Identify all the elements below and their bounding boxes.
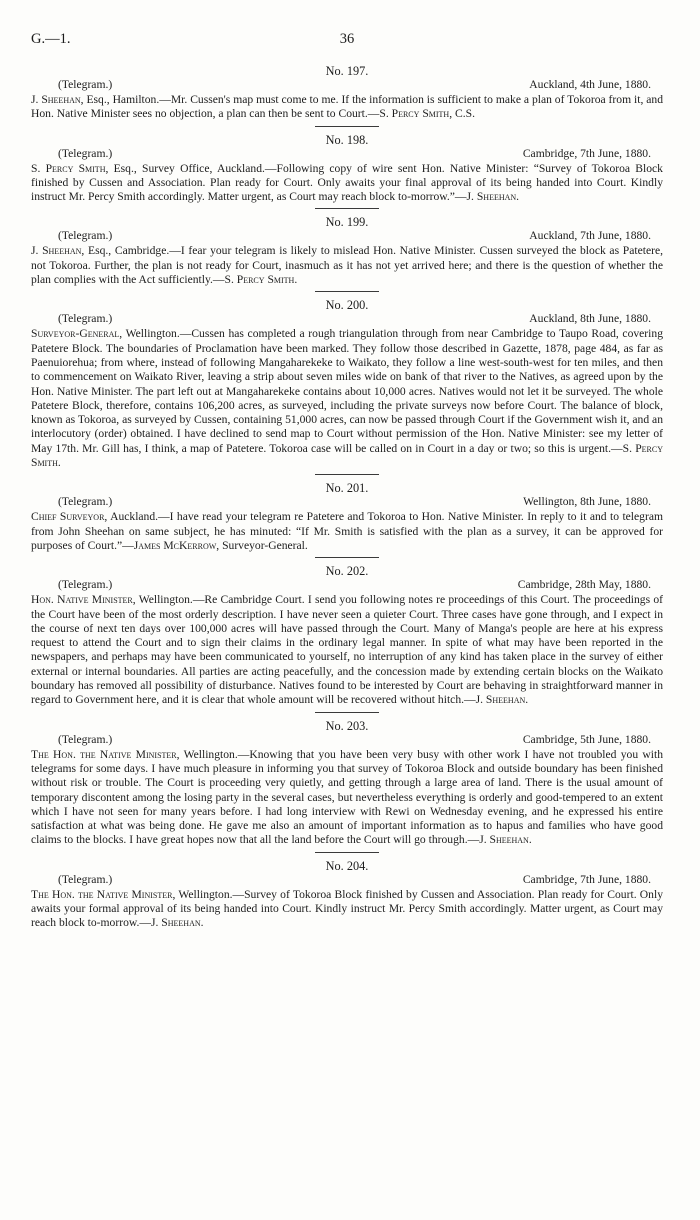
entry-place-date: Auckland, 4th June, 1880. <box>529 78 651 91</box>
entry-body <box>31 162 663 205</box>
telegram-entry <box>31 215 663 287</box>
entry-signature-tail: . <box>528 833 532 847</box>
entry-type: (Telegram.) <box>58 312 113 326</box>
entry-separator <box>315 852 379 853</box>
entry-addressee: J. Sheehan <box>31 93 81 106</box>
entry-meta <box>31 873 663 888</box>
entry-separator <box>315 557 379 558</box>
entry-signature: S. Percy Smith <box>379 107 450 121</box>
entry-type: (Telegram.) <box>58 732 113 746</box>
entry-signature-tail: . <box>200 916 204 930</box>
entry-number: No. 203. <box>325 718 369 733</box>
entry-signature: J. Sheehan <box>475 693 526 707</box>
entry-signature: J. Sheehan <box>466 190 517 204</box>
entry-separator <box>315 474 379 475</box>
entry-place-date: Cambridge, 7th June, 1880. <box>522 872 651 886</box>
entry-text: , Esq., Hamilton.—Mr. Cussen's map must come to me. If the information is sufficient to make a plan of Tokoroa from it, and Hon. Native Minister sees no objection, a plan can then be sent to Court.— <box>31 93 663 121</box>
entry-text: , Esq., Survey Office, Auckland.—Following copy of wire sent Hon. Native Minister: “Survey of Tokoroa Block finished by Cussen and Association. Plan ready for Court. Only awaits your final approval of its being handed into Court. Kindly instruct Mr. Percy Smith accordingly. Matter urgent, as Court may reach block to-morrow.”— <box>31 161 663 204</box>
entry-addressee: S. Percy Smith <box>31 161 106 175</box>
entry-text: , Esq., Cambridge.—I fear your telegram is likely to mislead Hon. Native Minister. Cussen surveyed the block as Patetere, not Tokoroa. Further, the plan is not ready for Court, inasmuch as it has not yet arrived here; and there is the question of whether the plan complies with the Act sufficiently.— <box>31 244 664 287</box>
entry-meta <box>31 495 663 510</box>
entry-number: No. 197. <box>325 64 369 78</box>
entry-number: No. 201. <box>325 481 369 496</box>
entry-addressee: The Hon. the Native Minister <box>31 887 173 901</box>
entry-signature-tail: . <box>57 456 61 470</box>
entry-separator <box>315 712 379 713</box>
entry-number: No. 199. <box>325 215 369 230</box>
entry-signature-tail: , C.S. <box>449 107 475 121</box>
entry-signature-tail: , Surveyor-General. <box>216 538 308 552</box>
entry-type: (Telegram.) <box>58 229 113 243</box>
page-number: 36 <box>339 31 355 47</box>
entry-body <box>31 748 663 848</box>
entry-meta <box>31 147 663 162</box>
telegram-entry <box>31 719 663 848</box>
entry-meta <box>31 733 663 748</box>
entry-meta <box>31 78 663 93</box>
entry-signature-tail: . <box>525 693 529 707</box>
entry-body <box>31 93 663 122</box>
entry-type: (Telegram.) <box>58 495 113 509</box>
entry-type: (Telegram.) <box>58 578 113 592</box>
entry-addressee: J. Sheehan <box>31 244 82 258</box>
entry-number: No. 202. <box>325 564 369 579</box>
document-reference: G.—1. <box>31 31 71 47</box>
telegram-entry <box>31 133 663 205</box>
entry-body <box>31 327 663 470</box>
entry-text: , Wellington.—Knowing that you have been very busy with other work I have not troubled you with telegrams for some days. I have much pleasure in informing you that survey of Tokoroa Block and outside boundary has been finished without risk or trouble. The Court is proceeding very quietly, and getting through a large area of land. There is the usual amount of temporary discontent among the losing party in the several cases, but nevertheless everything is orderly and good-tempered to an extent which I have not seen for many years before. I had long interview with Rewi on Wednesday evening, and he expressed his entire satisfaction at what was being done. He gave me also an amount of important information as to hapus and families who have good claims to the blocks. I have great hopes now that all the land before the Court will go through.— <box>31 747 664 847</box>
entry-body <box>31 888 663 931</box>
page-header <box>31 31 663 51</box>
telegram-entry <box>31 564 663 707</box>
entry-type: (Telegram.) <box>58 78 113 91</box>
entry-text: , Wellington.—Survey of Tokoroa Block finished by Cussen and Association. Plan ready for Court. Only awaits your formal approval of its being handed into Court. Kindly instruct Mr. Percy Smith accordingly. Matter urgent, as Court may reach block to-morrow.— <box>31 887 663 930</box>
entry-addressee: Hon. Native Minister <box>31 593 133 607</box>
entry-meta <box>31 578 663 593</box>
entry-signature: S. Percy Smith <box>31 441 663 470</box>
entry-signature: S. Percy Smith <box>224 273 295 287</box>
entry-addressee: Surveyor-General <box>31 327 120 341</box>
entry-addressee: Chief Surveyor <box>31 510 105 524</box>
entry-signature-tail: . <box>516 190 520 204</box>
entry-body <box>31 510 663 553</box>
telegram-entry <box>31 298 663 470</box>
entry-place-date: Wellington, 8th June, 1880. <box>523 495 651 509</box>
entry-separator <box>315 208 379 209</box>
entry-number: No. 200. <box>325 298 369 313</box>
entry-signature: J. Sheehan <box>150 916 201 930</box>
entry-type: (Telegram.) <box>58 146 113 160</box>
entry-place-date: Auckland, 7th June, 1880. <box>529 229 651 243</box>
entry-meta <box>31 229 663 244</box>
entry-text: , Wellington.—Cussen has completed a rough triangulation through from near Cambridge to Taupo Road, covering Patetere Block. The boundaries of Proclamation have been marked. They follow those described in Gazette, 1878, page 484, as far as Paenuiorehua; from where, instead of following Mangaharekeke to Waikato, they follow a line west-south-west for ten miles, and then to commencement on Waikato River, leaving a strip about seven miles wide on bank of that river to the Natives, as agreed upon by the Hon. Native Minister. The part left out at Mangaharekeke contains about 10,000 acres. Natives would not let it be surveyed. The whole Patetere Block, therefore, contains 106,200 acres, as surveyed, including the private surveys now before Court. The balance of block, known as Tokoroa, as surveyed by Cussen, containing 51,000 acres, can now be passed through Court if the Government wish it, and an interlocutory (order) obtained. I have declined to send map to Court without permission of the Hon. Native Minister: see my letter of May 17th. Mr. Gill has, I think, a map of Patetere. Tokoroa case will be called on in Court in a day or two; so this is urgent.— <box>31 327 663 455</box>
entry-body <box>31 244 663 287</box>
telegram-entry <box>31 859 663 931</box>
entry-number: No. 198. <box>325 132 369 147</box>
entry-text: , Auckland.—I have read your telegram re Patetere and Tokoroa to Hon. Native Minister. In reply to it and to telegram from John Sheehan on same subject, he has minuted: “If Mr. Smith is satisfied with the plan as a survey, it can be approved for purposes of Court.”— <box>31 510 663 552</box>
entry-signature: James McKerrow <box>133 538 217 552</box>
entry-text: , Wellington.—Re Cambridge Court. I send you following notes re proceedings of this Court. The proceedings of the Court have been of the most orderly description. I have never seen a quieter Court. Three cases have gone through, and I expect in the course of next ten days over 100,000 acres will have passed through the Court. Many of Manga's people are here at his express request to attend the Court and to sign their claims in the ordinary legal manner. In spite of what may have been reported in the newspapers, and perhaps may have been communicated to yourself, no interruption of any kind has taken place in the survey of either external or internal boundaries. All parties are acting peacefully, and the concession made by extending certain blocks on the Waikato boundary has removed all possibility of disturbance. Natives found to be interested by Court are behaving in straightforward manner in regard to Government here, and it is clear that whole amount will be recovered without hitch.— <box>31 593 663 707</box>
entry-body <box>31 593 663 707</box>
entry-place-date: Cambridge, 28th May, 1880. <box>517 578 651 592</box>
entry-number: No. 204. <box>325 858 369 873</box>
entry-separator <box>315 291 379 292</box>
entry-place-date: Cambridge, 5th June, 1880. <box>522 732 651 746</box>
entry-place-date: Cambridge, 7th June, 1880. <box>522 146 651 160</box>
entry-meta <box>31 312 663 327</box>
document-body <box>31 64 663 931</box>
entry-place-date: Auckland, 8th June, 1880. <box>529 312 651 326</box>
entry-signature: J. Sheehan <box>479 833 529 847</box>
entry-addressee: The Hon. the Native Minister <box>31 747 177 761</box>
telegram-entry <box>31 64 663 122</box>
entry-type: (Telegram.) <box>58 872 113 886</box>
entry-separator <box>315 126 379 127</box>
telegram-entry <box>31 481 663 553</box>
entry-signature-tail: . <box>294 273 298 287</box>
